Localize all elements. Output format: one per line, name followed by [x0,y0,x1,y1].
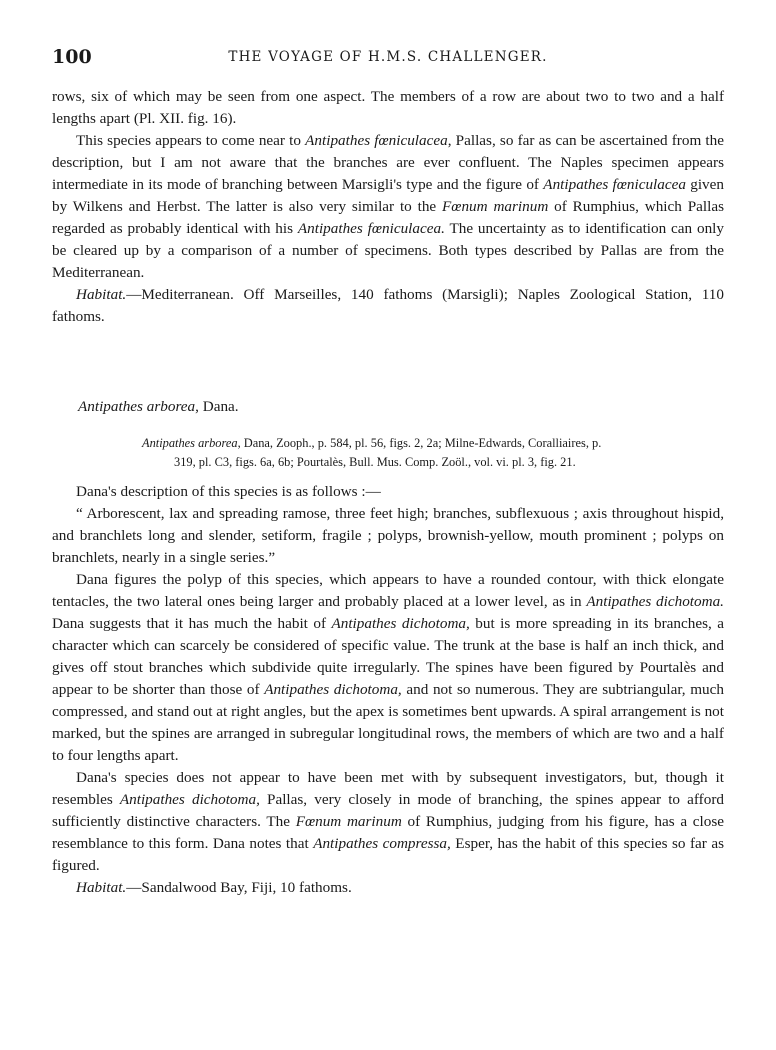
paragraph-comparison: This species appears to come near to Antipathes fœniculacea, Pallas, so far as can be ascertained from the description, but I am not aware that the branches are ever confluent. The Naples specimen appears intermediate in its mode of branching between Marsigli's type and the figure of Antipathes fœniculacea given by Wilkens and Herbst. The latter is also very similar to the Fœnum marinum of Rumphius, which Pallas regarded as probably identical with his Antipathes fœniculacea. The uncertainty as to identification can only be cleared up by a comparison of a number of specimens. Both types described by Pallas are from the Mediterranean. [52,132,724,281]
reference-line-2: 319, pl. C3, figs. 6a, 6b; Pourtalès, Bull. Mus. Comp. Zoöl., vol. vi. pl. 3, fig. 21. [174,455,576,469]
habitat-paragraph: Habitat.—Mediterranean. Off Marseilles, 140 fathoms (Marsigli); Naples Zoological Station, 110 fathoms. [52,286,724,325]
paragraph-polyp-description: Dana figures the polyp of this species, which appears to have a rounded contour, with thick elongate tentacles, the two lateral ones being larger and probably placed at a lower level, as in Antipathes dichotoma. Dana suggests that it has much the habit of Antipathes dichotoma, but is more spreading in its branches, a character which can scarcely be considered of specific value. The trunk at the base is half an inch thick, and gives off stout branches which subdivide quite irregularly. The spines have been figured by Pourtalès and appear to be shorter than those of Antipathes dichotoma, and not so numerous. They are subtriangular, much compressed, and stand out at right angles, but the apex is sometimes bent upwards. A spiral arrangement is not marked, but the spines are arranged in subregular longitudinal rows, the members of which are two and a half to four lengths apart. [52,571,724,764]
habitat-paragraph-2: Habitat.—Sandalwood Bay, Fiji, 10 fathoms. [76,879,352,896]
synonymy-reference [142,434,724,472]
habitat-label-2: Habitat. [76,879,127,896]
page-header [52,46,724,70]
section-antipathes-arborea [52,481,724,899]
paragraph-continuation: rows, six of which may be seen from one aspect. The members of a row are about two to two and a half lengths apart (Pl. XII. fig. 16). [52,88,724,127]
habitat-label: Habitat. [76,286,127,303]
species-heading: Antipathes arborea, Dana. [78,398,239,415]
section-antipathes-foeniculacea [52,86,724,328]
reference-line-1: Antipathes arborea, Dana, Zooph., p. 584, pl. 56, figs. 2, 2a; Milne-Edwards, Coralliaires, p. [142,436,602,450]
paragraph-discussion: Dana's species does not appear to have been met with by subsequent investigators, but, though it resembles Antipathes dichotoma, Pallas, very closely in mode of branching, the spines appear to afford sufficiently distinctive characters. The Fœnum marinum of Rumphius, judging from his figure, has a close resemblance to this form. Dana notes that Antipathes compressa, Esper, has the habit of this species so far as figured. [52,769,724,874]
paragraph-intro: Dana's description of this species is as follows :— [76,483,381,500]
page-number: 100 [52,46,92,68]
quotation: “ Arborescent, lax and spreading ramose, three feet high; branches, subflexuous ; axis throughout hispid, and branchlets long and slender, setiform, fragile ; polyps, brownish-yellow, mouth prominent ; polyps on branchlets, nearly in a single series.” [52,505,724,566]
running-head: THE VOYAGE OF H.M.S. CHALLENGER. [228,49,548,65]
